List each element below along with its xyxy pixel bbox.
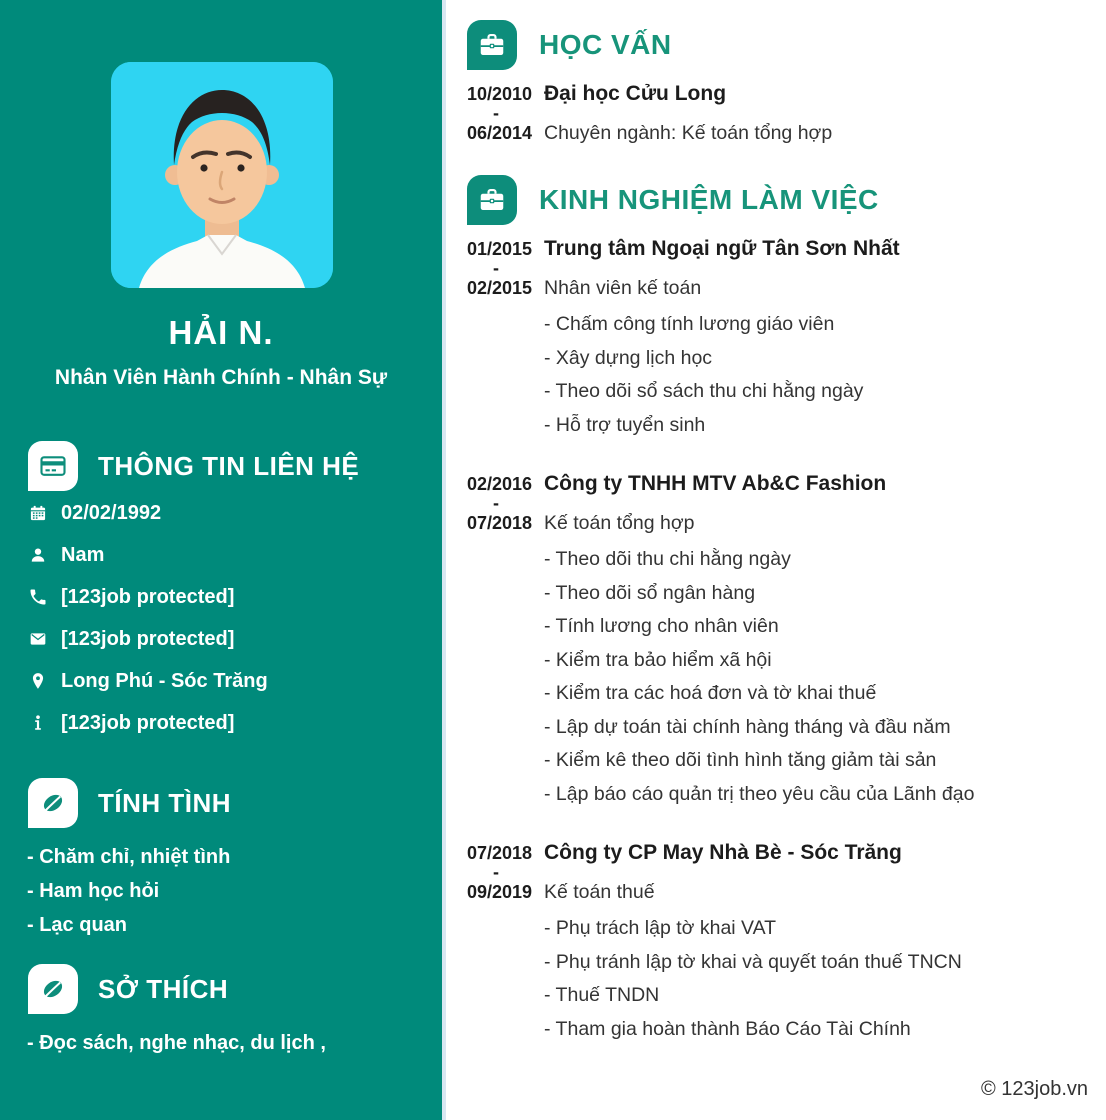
job-duty: - Theo dõi thu chi hằng ngày — [544, 548, 791, 570]
job-duty: - Kiểm tra bảo hiểm xã hội — [544, 648, 772, 671]
job-duty: - Xây dựng lịch học — [544, 346, 713, 369]
location-icon — [28, 671, 61, 691]
date-from: 07/2018 — [467, 843, 533, 863]
personality-item: - Lạc quan — [27, 914, 128, 936]
leaf-icon — [28, 778, 78, 828]
job-duty: - Kiểm tra các hoá đơn và tờ khai thuế — [544, 682, 877, 704]
contact-item-text: [123job protected] — [61, 627, 235, 650]
company-name: Công ty TNHH MTV Ab&C Fashion — [544, 472, 887, 495]
experience-section-header — [467, 175, 1096, 225]
contact-section-title: THÔNG TIN LIÊN HỆ — [98, 450, 360, 481]
date-to: 06/2014 — [467, 123, 533, 143]
job-duties — [544, 912, 1096, 1046]
date-to: 09/2019 — [467, 882, 533, 902]
job-duty: - Phụ trách lập tờ khai VAT — [544, 917, 777, 939]
experience-entry — [467, 239, 1096, 442]
contact-item-phone — [28, 576, 428, 618]
profile-photo — [111, 62, 333, 288]
school-name: Đại học Cửu Long — [544, 82, 727, 105]
date-from: 01/2015 — [467, 239, 533, 259]
date-from: 02/2016 — [467, 474, 533, 494]
entry-dates — [467, 843, 544, 1046]
hobbies-section-header — [28, 964, 428, 1014]
personality-section-header — [28, 778, 428, 828]
date-separator: - — [493, 103, 499, 123]
date-separator: - — [493, 258, 499, 278]
job-role: Kế toán thuế — [544, 881, 655, 903]
calendar-icon — [28, 503, 61, 523]
candidate-name: HẢI N. — [168, 314, 274, 351]
portrait-illustration — [111, 62, 333, 288]
personality-section — [28, 778, 428, 942]
main-content — [446, 0, 1106, 1120]
date-separator: - — [493, 862, 499, 882]
sidebar — [0, 0, 442, 1120]
contact-item-email — [28, 618, 428, 660]
watermark: © 123job.vn — [980, 1078, 1088, 1100]
contact-item-gender — [28, 534, 428, 576]
contact-item-birthdate — [28, 492, 428, 534]
experience-entry — [467, 843, 1096, 1046]
briefcase-icon — [467, 20, 517, 70]
job-duty: - Phụ tránh lập tờ khai và quyết toán thuế TNCN — [544, 950, 962, 973]
contact-item-text: Nam — [61, 543, 105, 566]
entry-dates — [467, 474, 544, 811]
hobbies-list — [27, 1026, 428, 1060]
job-duty: - Hỗ trợ tuyển sinh — [544, 413, 706, 436]
contact-item-text: Long Phú - Sóc Trăng — [61, 669, 268, 692]
date-separator: - — [493, 493, 499, 513]
date-to: 02/2015 — [467, 278, 533, 298]
envelope-icon — [28, 629, 61, 649]
contact-section — [28, 441, 428, 744]
education-section-header — [467, 20, 1096, 70]
personality-section-title: TÍNH TÌNH — [98, 787, 232, 818]
major: Chuyên ngành: Kế toán tổng hợp — [544, 122, 833, 144]
job-duty: - Tính lương cho nhân viên — [544, 615, 779, 637]
hobby-item: - Đọc sách, nghe nhạc, du lịch , — [27, 1032, 326, 1054]
phone-icon — [28, 587, 61, 607]
job-duty: - Tham gia hoàn thành Báo Cáo Tài Chính — [544, 1017, 911, 1040]
experience-section-title: KINH NGHIỆM LÀM VIỆC — [539, 184, 879, 215]
job-duty: - Lập dự toán tài chính hàng tháng và đầu năm — [544, 715, 951, 738]
id-card-icon — [28, 441, 78, 491]
job-duty: - Lập báo cáo quản trị theo yêu cầu của Lãnh đạo — [544, 782, 975, 805]
personality-item: - Chăm chỉ, nhiệt tình — [27, 846, 231, 868]
hobbies-section-title: SỞ THÍCH — [98, 973, 229, 1004]
entry-dates — [467, 84, 544, 143]
contact-section-header — [28, 441, 428, 491]
experience-entry — [467, 474, 1096, 811]
job-duty: - Theo dõi sổ ngân hàng — [544, 581, 756, 604]
entry-description — [544, 474, 1096, 811]
contact-list — [28, 492, 428, 744]
job-duties — [544, 543, 1096, 811]
company-name: Trung tâm Ngoại ngữ Tân Sơn Nhất — [544, 237, 900, 260]
entry-description — [544, 843, 1096, 1046]
contact-item-text: [123job protected] — [61, 585, 235, 608]
personality-list — [27, 840, 428, 942]
contact-item-address — [28, 660, 428, 702]
company-name: Công ty CP May Nhà Bè - Sóc Trăng — [544, 841, 902, 864]
job-duty: - Kiểm kê theo dõi tình hình tăng giảm tài sản — [544, 749, 937, 771]
entry-description — [544, 239, 1096, 442]
info-icon — [28, 713, 61, 733]
personality-item: - Ham học hỏi — [27, 880, 160, 902]
job-role: Nhân viên kế toán — [544, 277, 702, 299]
job-duty: - Thuế TNDN — [544, 984, 660, 1006]
job-duty: - Theo dõi sổ sách thu chi hằng ngày — [544, 380, 864, 402]
contact-item-text: 02/02/1992 — [61, 501, 162, 524]
contact-item-text: [123job protected] — [61, 711, 235, 734]
contact-item-extra — [28, 702, 428, 744]
education-entry — [467, 84, 1096, 143]
entry-description — [544, 84, 1096, 143]
date-from: 10/2010 — [467, 84, 533, 104]
leaf-icon — [28, 964, 78, 1014]
user-icon — [28, 545, 61, 565]
briefcase-icon — [467, 175, 517, 225]
job-role: Kế toán tổng hợp — [544, 512, 695, 534]
candidate-job-title: Nhân Viên Hành Chính - Nhân Sự — [54, 366, 388, 389]
job-duty: - Chấm công tính lương giáo viên — [544, 313, 835, 335]
education-section-title: HỌC VẤN — [539, 29, 672, 60]
job-duties — [544, 308, 1096, 442]
hobbies-section — [28, 964, 428, 1060]
date-to: 07/2018 — [467, 513, 533, 533]
entry-dates — [467, 239, 544, 442]
